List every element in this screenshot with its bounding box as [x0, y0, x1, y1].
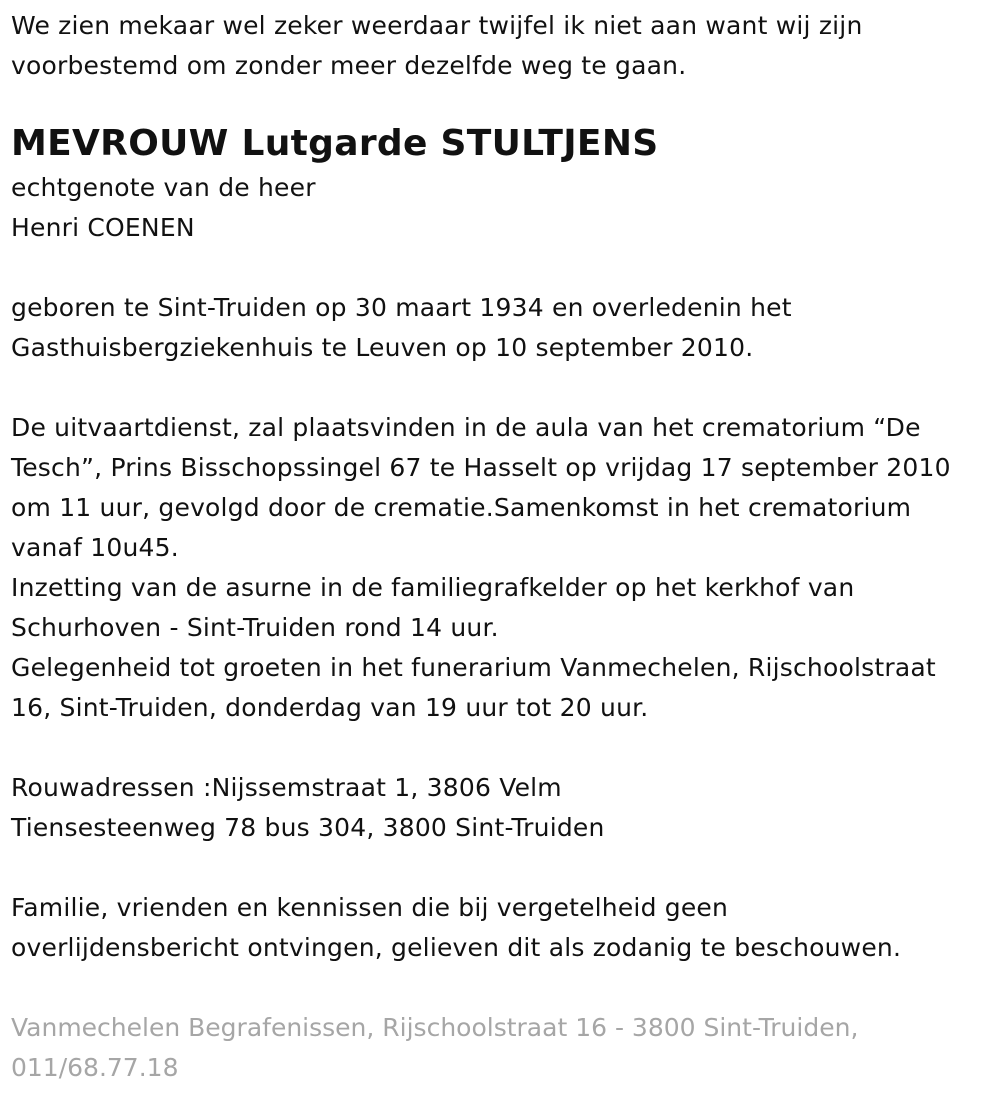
service-info	[11, 408, 988, 728]
spouse-info	[11, 168, 988, 248]
service-line: Inzetting van de asurne in de familiegrafkelder op het kerkhof van	[11, 573, 855, 602]
intro-line: We zien mekaar wel zeker weerdaar twijfel ik niet aan want wij zijn	[11, 11, 863, 40]
birth-death-line: Gasthuisbergziekenhuis te Leuven op 10 september 2010.	[11, 333, 754, 362]
notice-text	[11, 888, 988, 968]
notice-line: overlijdensbericht ontvingen, gelieven dit als zodanig te beschouwen.	[11, 933, 902, 962]
spouse-line: Henri COENEN	[11, 213, 195, 242]
service-line: Schurhoven - Sint-Truiden rond 14 uur.	[11, 613, 499, 642]
spacer	[11, 368, 988, 408]
service-line: Tesch”, Prins Bisschopssingel 67 te Hasselt op vrijdag 17 september 2010	[11, 453, 951, 482]
service-line: Gelegenheid tot groeten in het funerarium Vanmechelen, Rijschoolstraat	[11, 653, 936, 682]
notice-line: Familie, vrienden en kennissen die bij vergetelheid geen	[11, 893, 729, 922]
spacer	[11, 248, 988, 288]
funeral-home-footer	[11, 1008, 988, 1088]
footer-line: Vanmechelen Begrafenissen, Rijschoolstraat 16 - 3800 Sint-Truiden,	[11, 1013, 859, 1042]
service-line: vanaf 10u45.	[11, 533, 179, 562]
service-line: 16, Sint-Truiden, donderdag van 19 uur tot 20 uur.	[11, 693, 649, 722]
spacer	[11, 728, 988, 768]
intro-quote	[11, 6, 988, 86]
birth-death-info	[11, 288, 988, 368]
service-line: om 11 uur, gevolgd door de crematie.Samenkomst in het crematorium	[11, 493, 912, 522]
spouse-line: echtgenote van de heer	[11, 173, 316, 202]
intro-line: voorbestemd om zonder meer dezelfde weg te gaan.	[11, 51, 687, 80]
birth-death-line: geboren te Sint-Truiden op 30 maart 1934 en overledenin het	[11, 293, 792, 322]
address-line: Tiensesteenweg 78 bus 304, 3800 Sint-Truiden	[11, 813, 605, 842]
footer-line: 011/68.77.18	[11, 1053, 179, 1082]
service-line: De uitvaartdienst, zal plaatsvinden in de aula van het crematorium “De	[11, 413, 921, 442]
deceased-name: MEVROUW Lutgarde STULTJENS	[11, 123, 659, 164]
address-line: Rouwadressen :Nijssemstraat 1, 3806 Velm	[11, 773, 562, 802]
mourning-addresses	[11, 768, 988, 848]
spacer	[11, 848, 988, 888]
